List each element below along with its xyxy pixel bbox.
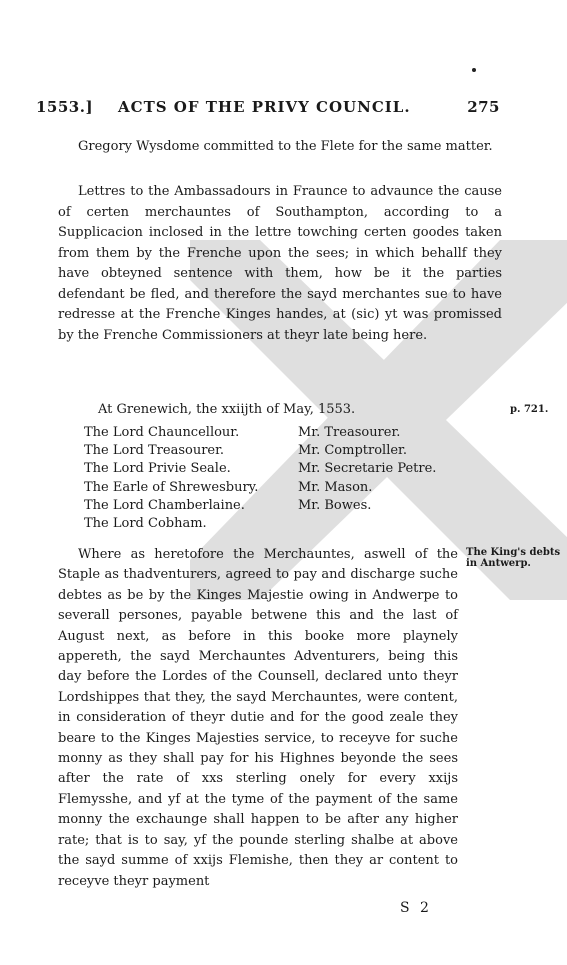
running-head-title: ACTS OF THE PRIVY COUNCIL.: [118, 98, 411, 116]
attendees-right: [298, 424, 436, 515]
running-head: [36, 98, 500, 118]
page-number: 275: [467, 98, 500, 116]
meeting-heading: At Grenewich, the xxiijth of May, 1553.: [98, 402, 356, 417]
margin-note: The King's debts in Antwerp.: [466, 547, 561, 569]
attendee: Mr. Bowes.: [298, 497, 372, 513]
signature-mark: S 2: [400, 900, 432, 916]
margin-dot: [472, 68, 476, 72]
attendee: The Lord Chauncellour.: [84, 425, 240, 440]
paragraph-merchauntes: Where as heretofore the Merchauntes, aswell of the Staple as thadventurers, agreed to pay and discharge suche debtes as be by the Kinges Majestie owing in Andwerpe to severall persones, payable betwene this and the last of August next, as before in this booke more playnely appereth, the sayd Merchauntes Adventurers, being this day before the Lordes of the Counsell, declared unto theyr Lordshippes that they, the sayd Merchauntes, were content, in consideration of theyr dutie and for the good zeale they beare to the Kinges Majesties service, to receyve for suche monny as they shall pay for his Highnes beyonde the sees after the rate of xxs sterling onely for every xxijs Flemysshe, and yf at the tyme of the payment of the same monny the exchaunge shall happen to be after any higher rate; that is to say, yf the pounde sterling shalbe at above the sayd summe of xxijs Flemishe, then they ar content to receyve theyr payment: [58, 547, 458, 889]
attendee: The Lord Cobham.: [84, 516, 207, 532]
attendee: Mr. Comptroller.: [298, 443, 407, 459]
attendee: The Lord Chamberlaine.: [84, 497, 245, 513]
attendee: The Lord Treasourer.: [84, 443, 225, 459]
attendee: Mr. Treasourer.: [298, 425, 401, 440]
paragraph-wysdome: Gregory Wysdome committed to the Flete for the same matter.: [78, 139, 493, 154]
attendee: The Lord Privie Seale.: [84, 461, 231, 477]
paragraph-lettres: Lettres to the Ambassadours in Fraunce to advaunce the cause of certen merchauntes of Southampton, according to a Supplicacion inclosed in the lettre towching certen goodes taken from them by the Frenche upon the sees; in which behallf they have obteyned sentence with them, how be it the parties defendant be fled, and therefore the sayd merchantes sue to have redresse at the Frenche Kinges handes, at (sic) yt was promissed by the Frenche Commissioners at theyr late being here.: [58, 184, 502, 343]
attendee: The Earle of Shrewesbury.: [84, 479, 259, 495]
attendee: Mr. Mason.: [298, 479, 373, 495]
attendees-left: [84, 424, 258, 533]
attendee: Mr. Secretarie Petre.: [298, 461, 437, 477]
running-head-year: 1553.]: [36, 98, 94, 116]
page-reference: p. 721.: [510, 404, 549, 415]
